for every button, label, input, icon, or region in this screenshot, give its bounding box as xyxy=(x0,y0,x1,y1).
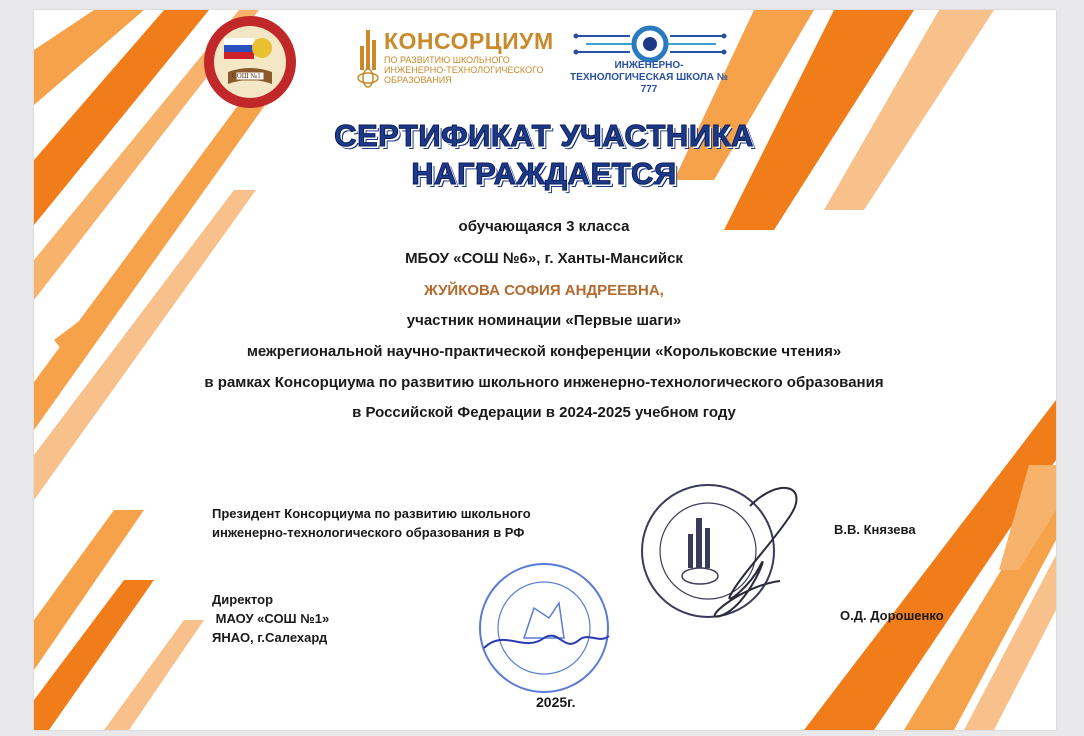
director-title-line1: Директор xyxy=(212,592,274,607)
student-grade: обучающаяся 3 класса xyxy=(458,218,630,235)
director-title-line3: ЯНАО, г.Салехард xyxy=(212,630,328,645)
school-777-name: ИНЖЕНЕРНО-ТЕХНОЛОГИЧЕСКАЯ ШКОЛА № 777 xyxy=(570,60,728,95)
director-name: О.Д. Дорошенко xyxy=(840,608,944,623)
certificate-title: СЕРТИФИКАТ УЧАСТНИКА xyxy=(334,118,754,153)
consortium-context: в рамках Консорциума по развитию школьного инженерно-технологического образования xyxy=(204,374,884,391)
conference-name: межрегиональной научно-практической конференции «Корольковские чтения» xyxy=(246,343,842,360)
school-emblem-logo xyxy=(202,14,298,110)
president-name: В.В. Князева xyxy=(834,522,916,537)
student-name: ЖУЙКОВА СОФИЯ АНДРЕЕВНА, xyxy=(424,282,664,299)
consortium-title: КОНСОРЦИУМ xyxy=(384,28,554,54)
student-school: МБОУ «СОШ №6», г. Ханты-Мансийск xyxy=(405,250,683,267)
certificate-year: 2025г. xyxy=(536,694,576,710)
awarded-title: НАГРАЖДАЕТСЯ xyxy=(411,156,677,191)
nomination: участник номинации «Первые шаги» xyxy=(406,312,682,329)
president-title-line1: Президент Консорциума по развитию школьного xyxy=(212,506,531,521)
school-stamp xyxy=(464,558,624,698)
director-title-line2: МАОУ «СОШ №1» xyxy=(212,611,330,626)
consortium-subtitle: ПО РАЗВИТИЮ ШКОЛЬНОГО ИНЖЕНЕРНО-ТЕХНОЛОГИЧЕСКОГО ОБРАЗОВАНИЯ xyxy=(384,55,544,85)
president-title-line2: инженерно-технологического образования в РФ xyxy=(212,525,525,540)
consortium-tower-icon xyxy=(356,26,380,92)
consortium-stamp xyxy=(630,466,830,636)
president-title xyxy=(212,504,531,542)
academic-year: в Российской Федерации в 2024-2025 учебном году xyxy=(352,404,736,421)
certificate-page xyxy=(34,10,1056,730)
director-title xyxy=(212,590,329,647)
school-emblem-text: СОШ №1 xyxy=(232,72,261,80)
